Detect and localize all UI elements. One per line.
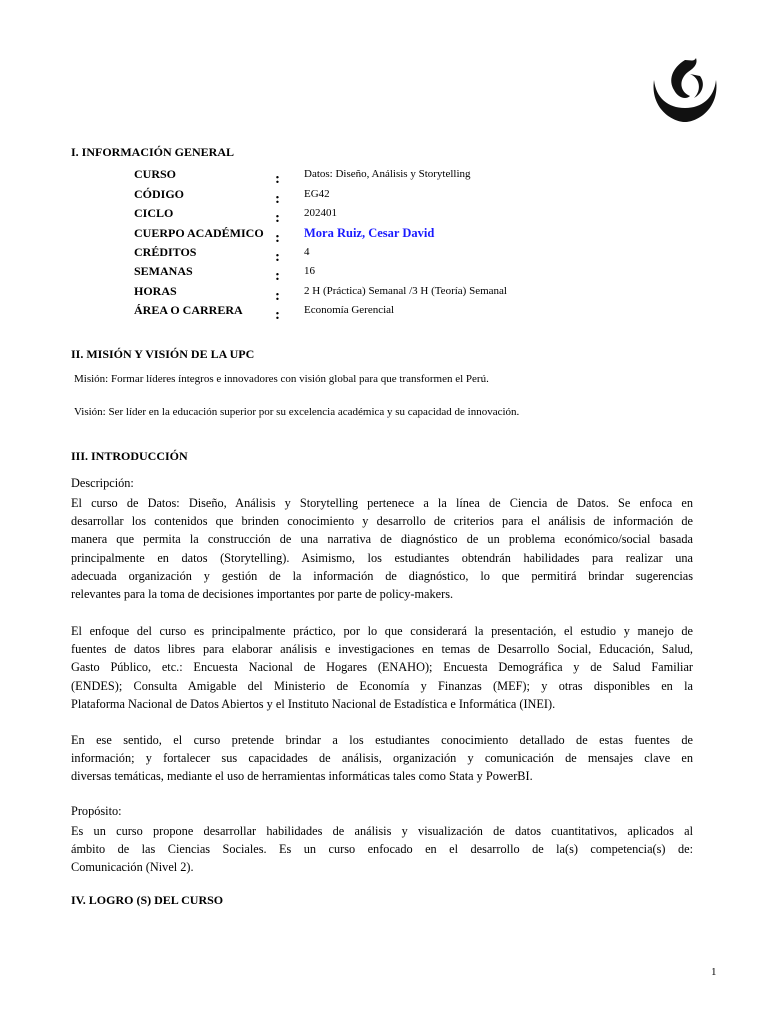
info-colon: : <box>275 288 280 304</box>
info-label: CURSO <box>134 167 177 181</box>
section-heading-mision: II. MISIÓN Y VISIÓN DE LA UPC <box>71 347 255 361</box>
info-row <box>0 264 768 284</box>
intro-paragraph-4 <box>71 822 693 877</box>
section-heading-intro: III. INTRODUCCIÓN <box>71 449 188 463</box>
paragraph-line: diversas temáticas, mediante el uso de herramientas informáticas tales como Stata y PowerBI. <box>71 769 533 784</box>
info-colon: : <box>275 191 280 207</box>
info-colon: : <box>275 249 280 265</box>
paragraph-line: relevantes para la toma de decisiones importantes por parte de policy-makers. <box>71 587 454 602</box>
info-colon: : <box>275 307 280 323</box>
paragraph-line: adecuada organización y gestión de la información de diagnóstico, lo que permitirá brindar sugerencias <box>71 568 693 583</box>
paragraph-line: (ENDES); Consulta Amigable del Ministerio de Economía y Finanzas (MEF); y otras disponibles en la <box>71 678 693 693</box>
info-value: 16 <box>304 265 315 277</box>
paragraph-line: manera que permita la construcción de una narrativa de diagnóstico de un problema económico/social basada <box>71 532 693 547</box>
descripcion-label: Descripción: <box>71 476 134 490</box>
info-label: CICLO <box>134 206 174 220</box>
section-heading-info: I. INFORMACIÓN GENERAL <box>71 145 235 159</box>
paragraph-line: Gasto Público, etc.: Encuesta Nacional de Hogares (ENAHO); Encuesta Demográfica y de Salud Familiar <box>71 660 693 675</box>
paragraph-line: Plataforma Nacional de Datos Abiertos y el Instituto Nacional de Estadística e Informática (INEI). <box>71 696 556 711</box>
info-value: 4 <box>304 246 310 258</box>
info-label: CÓDIGO <box>134 187 185 201</box>
info-label: ÁREA O CARRERA <box>134 303 243 317</box>
info-label: CRÉDITOS <box>134 245 197 259</box>
academic-staff-link[interactable]: Mora Ruiz, Cesar David <box>304 226 435 240</box>
info-row <box>0 284 768 304</box>
upc-logo-icon <box>650 58 720 122</box>
proposito-label: Propósito: <box>71 804 122 818</box>
info-colon: : <box>275 268 280 284</box>
info-colon: : <box>275 230 280 246</box>
vision-text: Visión: Ser líder en la educación superior por su excelencia académica y su capacidad de innovación. <box>74 406 520 418</box>
intro-paragraph-1 <box>71 494 693 603</box>
info-colon: : <box>275 210 280 226</box>
info-label: SEMANAS <box>134 264 193 278</box>
info-row <box>0 206 768 226</box>
info-value: Datos: Diseño, Análisis y Storytelling <box>304 168 471 180</box>
info-row <box>0 245 768 265</box>
intro-paragraph-3 <box>71 731 693 786</box>
paragraph-line: Es un curso propone desarrollar habilidades de análisis y visualización de datos cuantitativos, aplicados al <box>71 824 693 838</box>
paragraph-line: En ese sentido, el curso pretende brindar a los estudiantes conocimiento detallado de estas fuentes de <box>71 733 693 747</box>
info-value: 2 H (Práctica) Semanal /3 H (Teoría) Semanal <box>304 285 507 297</box>
info-colon: : <box>275 171 280 187</box>
info-value: 202401 <box>304 207 337 219</box>
intro-paragraph-2 <box>71 622 693 713</box>
section-heading-logro: IV. LOGRO (S) DEL CURSO <box>71 893 224 907</box>
info-row <box>0 226 768 246</box>
paragraph-line: información; y fortalecer sus capacidades de análisis, organización y comunicación de mensajes clave en <box>71 751 693 766</box>
info-row <box>0 167 768 187</box>
page-number: 1 <box>711 966 717 978</box>
info-row <box>0 187 768 207</box>
mision-text: Misión: Formar líderes íntegros e innovadores con visión global para que transformen el Perú. <box>74 373 489 385</box>
paragraph-line: desarrollar los contenidos que brinden conocimiento y desarrollo de criterios para el análisis de información de <box>71 514 693 529</box>
paragraph-line: ámbito de las Ciencias Sociales. Es un curso enfocado en el desarrollo de la(s) competencia(s) de: <box>71 842 693 857</box>
info-row <box>0 303 768 323</box>
info-value: EG42 <box>304 188 330 200</box>
paragraph-line: El curso de Datos: Diseño, Análisis y Storytelling pertenece a la línea de Ciencia de Datos. Se enfoca en <box>71 496 693 510</box>
paragraph-line: El enfoque del curso es principalmente práctico, por lo que considerará la presentación, el estudio y manejo de <box>71 624 693 638</box>
paragraph-line: Comunicación (Nivel 2). <box>71 860 194 875</box>
paragraph-line: fuentes de datos libres para elaborar análisis e investigaciones en temas de Desarrollo Social, Educación, Salud, <box>71 642 693 657</box>
info-label: CUERPO ACADÉMICO <box>134 226 264 240</box>
paragraph-line: principalmente en datos (Storytelling). Asimismo, los estudiantes obtendrán habilidades para realizar una <box>71 550 693 565</box>
info-value: Economía Gerencial <box>304 304 395 316</box>
info-label: HORAS <box>134 284 177 298</box>
